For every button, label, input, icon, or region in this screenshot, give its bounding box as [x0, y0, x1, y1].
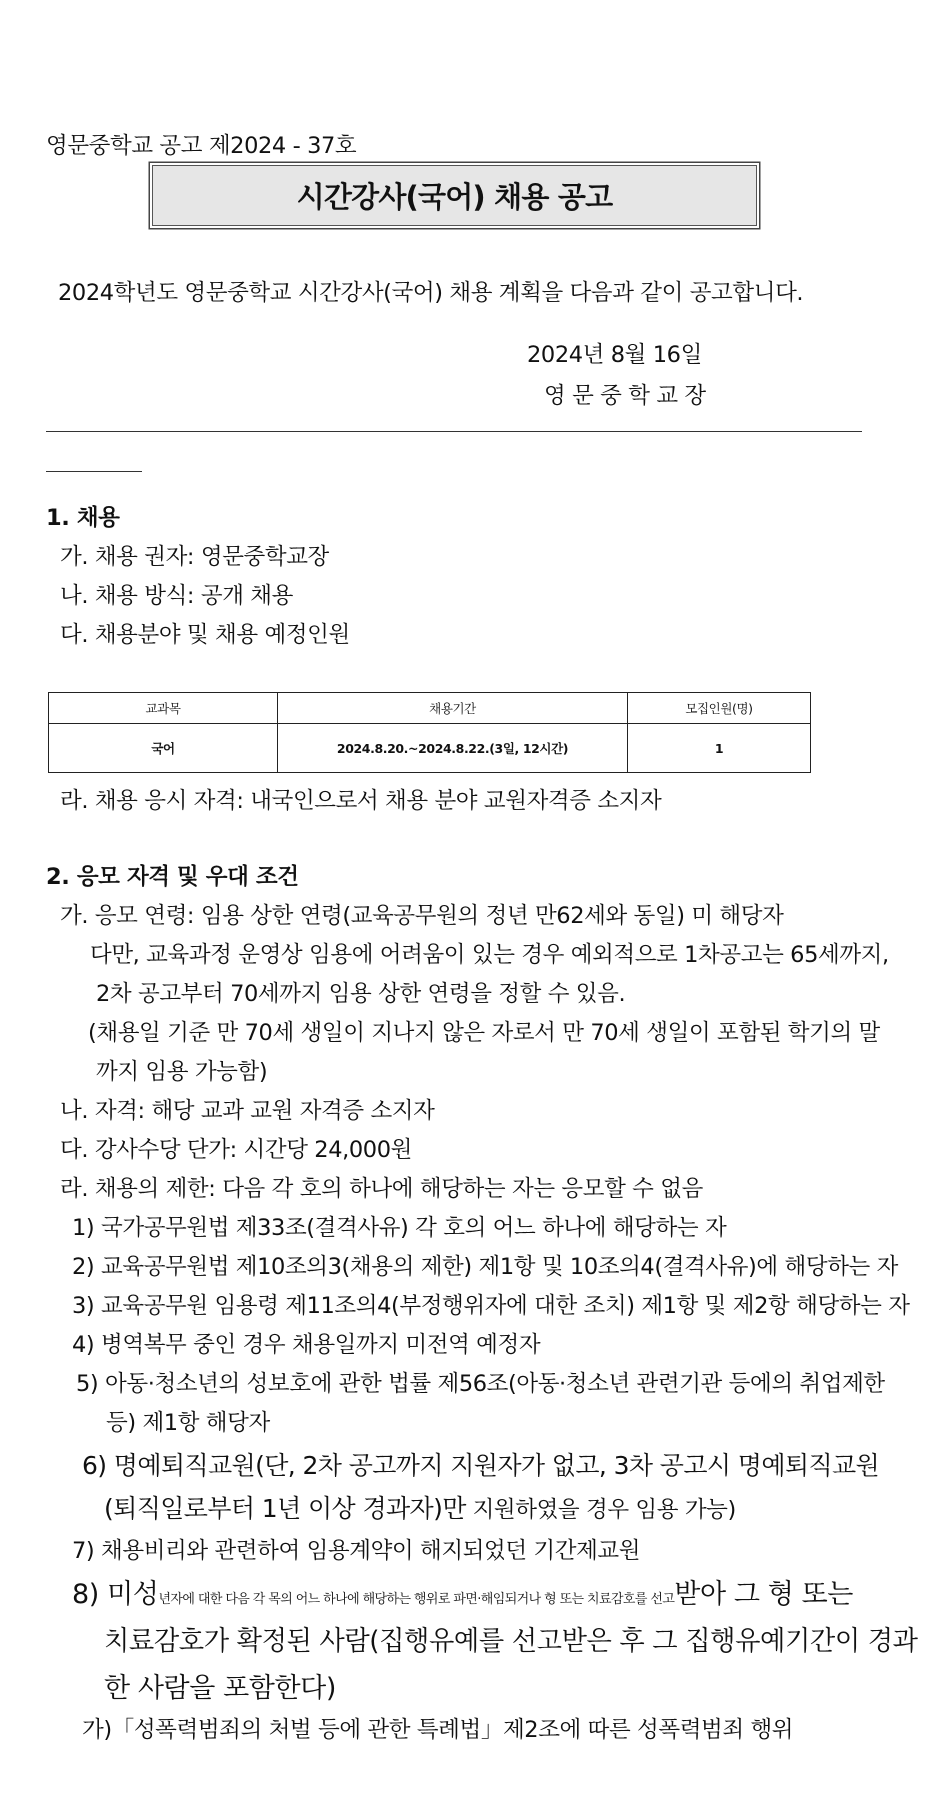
section1-item-ga: 가. 채용 권자: 영문중학교장 — [60, 544, 329, 570]
restriction-8-small: 년자에 대한 다음 각 목의 어느 하나에 해당하는 행위로 파면·해임되거나 형 또는 치료감호를 선고 — [158, 1592, 675, 1607]
notice-number: 영문중학교 공고 제2024 - 37호 — [46, 133, 357, 159]
restriction-8-large: 8) 미성 — [72, 1579, 159, 1610]
section2-ga-line2: 다만, 교육과정 운영상 임용에 어려움이 있는 경우 예외적으로 1차공고는 65세까지, — [90, 942, 889, 968]
restriction-6: 6) 명예퇴직교원(단, 2차 공고까지 지원자가 없고, 3차 공고시 명예퇴직교원 — [82, 1451, 880, 1480]
table-cell: 국어 — [49, 724, 278, 773]
notice-date: 2024년 8월 16일 — [527, 342, 702, 368]
section2-item-ra: 라. 채용의 제한: 다음 각 호의 하나에 해당하는 자는 응모할 수 없음 — [60, 1176, 703, 1202]
table-cell: 2024.8.20.~2024.8.22.(3일, 12시간) — [278, 724, 628, 773]
restriction-3: 3) 교육공무원 임용령 제11조의4(부정행위자에 대한 조치) 제1항 및 제2항 해당하는 자 — [72, 1293, 910, 1319]
page-title: 시간강사(국어) 채용 공고 — [152, 165, 757, 226]
section2-item-da: 다. 강사수당 단가: 시간당 24,000원 — [60, 1137, 412, 1163]
table-header-cell: 채용기간 — [278, 693, 628, 724]
section2-item-ga: 가. 응모 연령: 임용 상한 연령(교육공무원의 정년 만62세와 동일) 미 해당자 — [60, 903, 784, 929]
table-header-row — [49, 693, 811, 724]
restriction-8-line3: 한 사람을 포함한다) — [104, 1673, 336, 1704]
divider-line — [46, 431, 862, 432]
section1-qualification: 라. 채용 응시 자격: 내국인으로서 채용 분야 교원자격증 소지자 — [60, 788, 662, 814]
restriction-6-cont — [104, 1489, 736, 1525]
table-header-cell: 모집인원(명) — [628, 693, 811, 724]
section2-heading: 2. 응모 자격 및 우대 조건 — [46, 864, 299, 890]
section1-heading: 1. 채용 — [46, 505, 120, 531]
restriction-4: 4) 병역복무 중인 경우 채용일까지 미전역 예정자 — [72, 1332, 541, 1358]
restriction-6-cont-large: (퇴직일로부터 1년 이상 경과자)만 — [104, 1494, 466, 1523]
restriction-2: 2) 교육공무원법 제10조의3(채용의 제한) 제1항 및 10조의4(결격사유)에 해당하는 자 — [72, 1254, 898, 1280]
section1-item-na: 나. 채용 방식: 공개 채용 — [60, 583, 293, 609]
restriction-8 — [72, 1572, 853, 1611]
restriction-6-cont-small: 지원하였을 경우 임용 가능) — [465, 1497, 736, 1523]
restriction-5: 5) 아동·청소년의 성보호에 관한 법률 제56조(아동·청소년 관련기관 등에의 취업제한 — [76, 1371, 885, 1397]
section2-ga-line4: (채용일 기준 만 70세 생일이 지나지 않은 자로서 만 70세 생일이 포함된 학기의 말 — [88, 1020, 880, 1046]
table-row — [49, 724, 811, 773]
section1-item-da: 다. 채용분야 및 채용 예정인원 — [60, 622, 350, 648]
table-header-cell: 교과목 — [49, 693, 278, 724]
issuer: 영 문 중 학 교 장 — [544, 383, 706, 409]
section2-ga-line3: 2차 공고부터 70세까지 임용 상한 연령을 정할 수 있음. — [96, 981, 626, 1007]
table-cell: 1 — [628, 724, 811, 773]
divider-line-short — [46, 471, 142, 472]
section2-ga-line5: 까지 임용 가능함) — [96, 1059, 268, 1085]
section2-item-na: 나. 자격: 해당 교과 교원 자격증 소지자 — [60, 1098, 435, 1124]
restriction-5-cont: 등) 제1항 해당자 — [106, 1410, 270, 1436]
recruitment-table — [48, 692, 811, 773]
restriction-7: 7) 채용비리와 관련하여 임용계약이 해지되었던 기간제교원 — [72, 1538, 641, 1564]
restriction-1: 1) 국가공무원법 제33조(결격사유) 각 호의 어느 하나에 해당하는 자 — [72, 1215, 727, 1241]
restriction-8-line2: 치료감호가 확정된 사람(집행유예를 선고받은 후 그 집행유예기간이 경과 — [104, 1626, 918, 1657]
restriction-8-sub-ga: 가)「성폭력범죄의 처벌 등에 관한 특례법」제2조에 따른 성폭력범죄 행위 — [82, 1717, 794, 1743]
restriction-8-large-end: 받아 그 형 또는 — [674, 1579, 853, 1610]
intro-text: 2024학년도 영문중학교 시간강사(국어) 채용 계획을 다음과 같이 공고합니다. — [58, 280, 804, 306]
